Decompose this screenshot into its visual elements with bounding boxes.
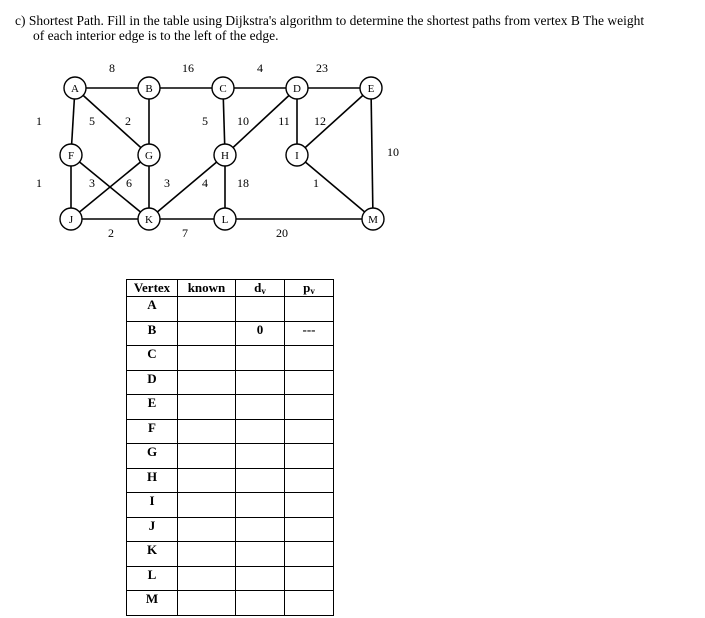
known-cell[interactable] — [178, 566, 236, 591]
pv-cell[interactable] — [285, 493, 334, 518]
graph-diagram — [0, 0, 705, 270]
known-cell[interactable] — [178, 297, 236, 322]
table-row — [127, 297, 334, 322]
edge-weight-j-k: 2 — [108, 226, 114, 240]
edge-weight-f-j: 1 — [36, 176, 42, 190]
dv-cell[interactable] — [236, 444, 285, 469]
vertex-label-j: J — [68, 214, 74, 226]
known-cell[interactable] — [178, 346, 236, 371]
edge-weight-i-m: 1 — [313, 176, 319, 190]
vertex-label-a: A — [71, 83, 79, 95]
question-line-2: of each interior edge is to the left of the edge. — [33, 28, 279, 43]
pv-cell[interactable] — [285, 591, 334, 616]
vertex-j — [60, 208, 82, 230]
vertex-c — [212, 77, 234, 99]
edge-weight-d-i: 11 — [278, 114, 290, 128]
table-row — [127, 370, 334, 395]
dv-cell[interactable]: 0 — [236, 321, 285, 346]
table-row — [127, 321, 334, 346]
pv-cell[interactable] — [285, 468, 334, 493]
vertex-cell: B — [127, 321, 178, 346]
vertex-label-l: L — [221, 214, 229, 226]
dv-cell[interactable] — [236, 566, 285, 591]
pv-cell[interactable]: --- — [285, 321, 334, 346]
vertex-i — [286, 144, 308, 166]
known-cell[interactable] — [178, 517, 236, 542]
vertex-h — [214, 144, 236, 166]
vertex-label-f: F — [67, 150, 75, 162]
vertex-g — [138, 144, 160, 166]
pv-cell[interactable] — [285, 517, 334, 542]
vertex-cell: A — [127, 297, 178, 322]
dv-cell[interactable] — [236, 419, 285, 444]
header-dv-main: d — [254, 280, 262, 295]
table-row — [127, 346, 334, 371]
dv-cell[interactable] — [236, 542, 285, 567]
vertex-d — [286, 77, 308, 99]
vertex-f — [60, 144, 82, 166]
edge-e-m — [371, 88, 373, 219]
edge-a-g — [75, 88, 149, 155]
graph-vertices — [60, 77, 384, 230]
edge-weight-g-j: 6 — [126, 176, 132, 190]
edge-weight-k-l: 7 — [182, 226, 188, 240]
edge-weight-a-g: 5 — [89, 114, 95, 128]
known-cell[interactable] — [178, 395, 236, 420]
known-cell[interactable] — [178, 591, 236, 616]
vertex-label-k: K — [145, 214, 153, 226]
vertex-label-h: H — [221, 150, 229, 162]
table-row — [127, 444, 334, 469]
dv-cell[interactable] — [236, 297, 285, 322]
vertex-cell: D — [127, 370, 178, 395]
known-cell[interactable] — [178, 493, 236, 518]
vertex-cell: L — [127, 566, 178, 591]
pv-cell[interactable] — [285, 419, 334, 444]
edge-weight-c-h: 5 — [202, 114, 208, 128]
edge-weight-h-k: 4 — [202, 176, 208, 190]
edge-weight-e-m: 10 — [387, 145, 399, 159]
header-pv — [285, 280, 334, 297]
known-cell[interactable] — [178, 370, 236, 395]
dv-cell[interactable] — [236, 517, 285, 542]
table-row — [127, 468, 334, 493]
known-cell[interactable] — [178, 444, 236, 469]
table-row — [127, 517, 334, 542]
header-vertex: Vertex — [127, 280, 178, 297]
table-row — [127, 419, 334, 444]
edge-weight-h-l: 18 — [237, 176, 249, 190]
vertex-e — [360, 77, 382, 99]
edge-weight-g-k: 3 — [164, 176, 170, 190]
vertex-label-e: E — [367, 83, 375, 95]
table-row — [127, 493, 334, 518]
edge-weight-e-i: 12 — [314, 114, 326, 128]
known-cell[interactable] — [178, 321, 236, 346]
known-cell[interactable] — [178, 419, 236, 444]
vertex-m — [362, 208, 384, 230]
vertex-cell: H — [127, 468, 178, 493]
vertex-label-i: I — [295, 150, 299, 162]
vertex-cell: I — [127, 493, 178, 518]
dv-cell[interactable] — [236, 591, 285, 616]
edge-weight-a-f: 1 — [36, 114, 42, 128]
table-row — [127, 591, 334, 616]
vertex-label-m: M — [368, 214, 378, 226]
vertex-cell: M — [127, 591, 178, 616]
dv-cell[interactable] — [236, 468, 285, 493]
edge-e-i — [297, 88, 371, 155]
pv-cell[interactable] — [285, 370, 334, 395]
vertex-cell: E — [127, 395, 178, 420]
pv-cell[interactable] — [285, 566, 334, 591]
vertex-label-b: B — [145, 83, 153, 95]
edge-weight-f-k: 3 — [89, 176, 95, 190]
vertex-b — [138, 77, 160, 99]
vertex-a — [64, 77, 86, 99]
edge-i-m — [297, 155, 373, 219]
pv-cell[interactable] — [285, 395, 334, 420]
header-known: known — [178, 280, 236, 297]
table-header-row — [127, 280, 334, 297]
dv-cell[interactable] — [236, 346, 285, 371]
edge-weight-d-h: 10 — [237, 114, 249, 128]
pv-cell[interactable] — [285, 542, 334, 567]
question-line-1: c) Shortest Path. Fill in the table using Dijkstra's algorithm to determine the shortest paths from vertex B The weight — [15, 13, 645, 28]
dv-cell[interactable] — [236, 370, 285, 395]
pv-cell[interactable] — [285, 297, 334, 322]
dv-cell[interactable] — [236, 493, 285, 518]
table-row — [127, 566, 334, 591]
pv-cell[interactable] — [285, 444, 334, 469]
header-pv-sub: v — [310, 286, 315, 296]
vertex-label-d: D — [293, 83, 301, 95]
edge-weight-b-g: 2 — [125, 114, 131, 128]
edge-weight-c-d: 4 — [257, 61, 263, 75]
vertex-cell: C — [127, 346, 178, 371]
dijkstra-table — [126, 279, 334, 616]
vertex-l — [214, 208, 236, 230]
dv-cell[interactable] — [236, 395, 285, 420]
pv-cell[interactable] — [285, 346, 334, 371]
edge-weight-a-b: 8 — [109, 61, 115, 75]
vertex-label-c: C — [219, 83, 227, 95]
vertex-cell: F — [127, 419, 178, 444]
edge-weight-d-e: 23 — [316, 61, 328, 75]
header-dv — [236, 280, 285, 297]
edge-weight-l-m: 20 — [276, 226, 288, 240]
known-cell[interactable] — [178, 468, 236, 493]
header-dv-sub: v — [261, 286, 266, 296]
vertex-cell: K — [127, 542, 178, 567]
header-pv-main: p — [303, 280, 311, 295]
table-row — [127, 395, 334, 420]
table-row — [127, 542, 334, 567]
edge-weight-b-c: 16 — [182, 61, 194, 75]
known-cell[interactable] — [178, 542, 236, 567]
vertex-cell: G — [127, 444, 178, 469]
vertex-cell: J — [127, 517, 178, 542]
edge-h-k — [149, 155, 225, 219]
vertex-k — [138, 208, 160, 230]
vertex-label-g: G — [145, 150, 153, 162]
